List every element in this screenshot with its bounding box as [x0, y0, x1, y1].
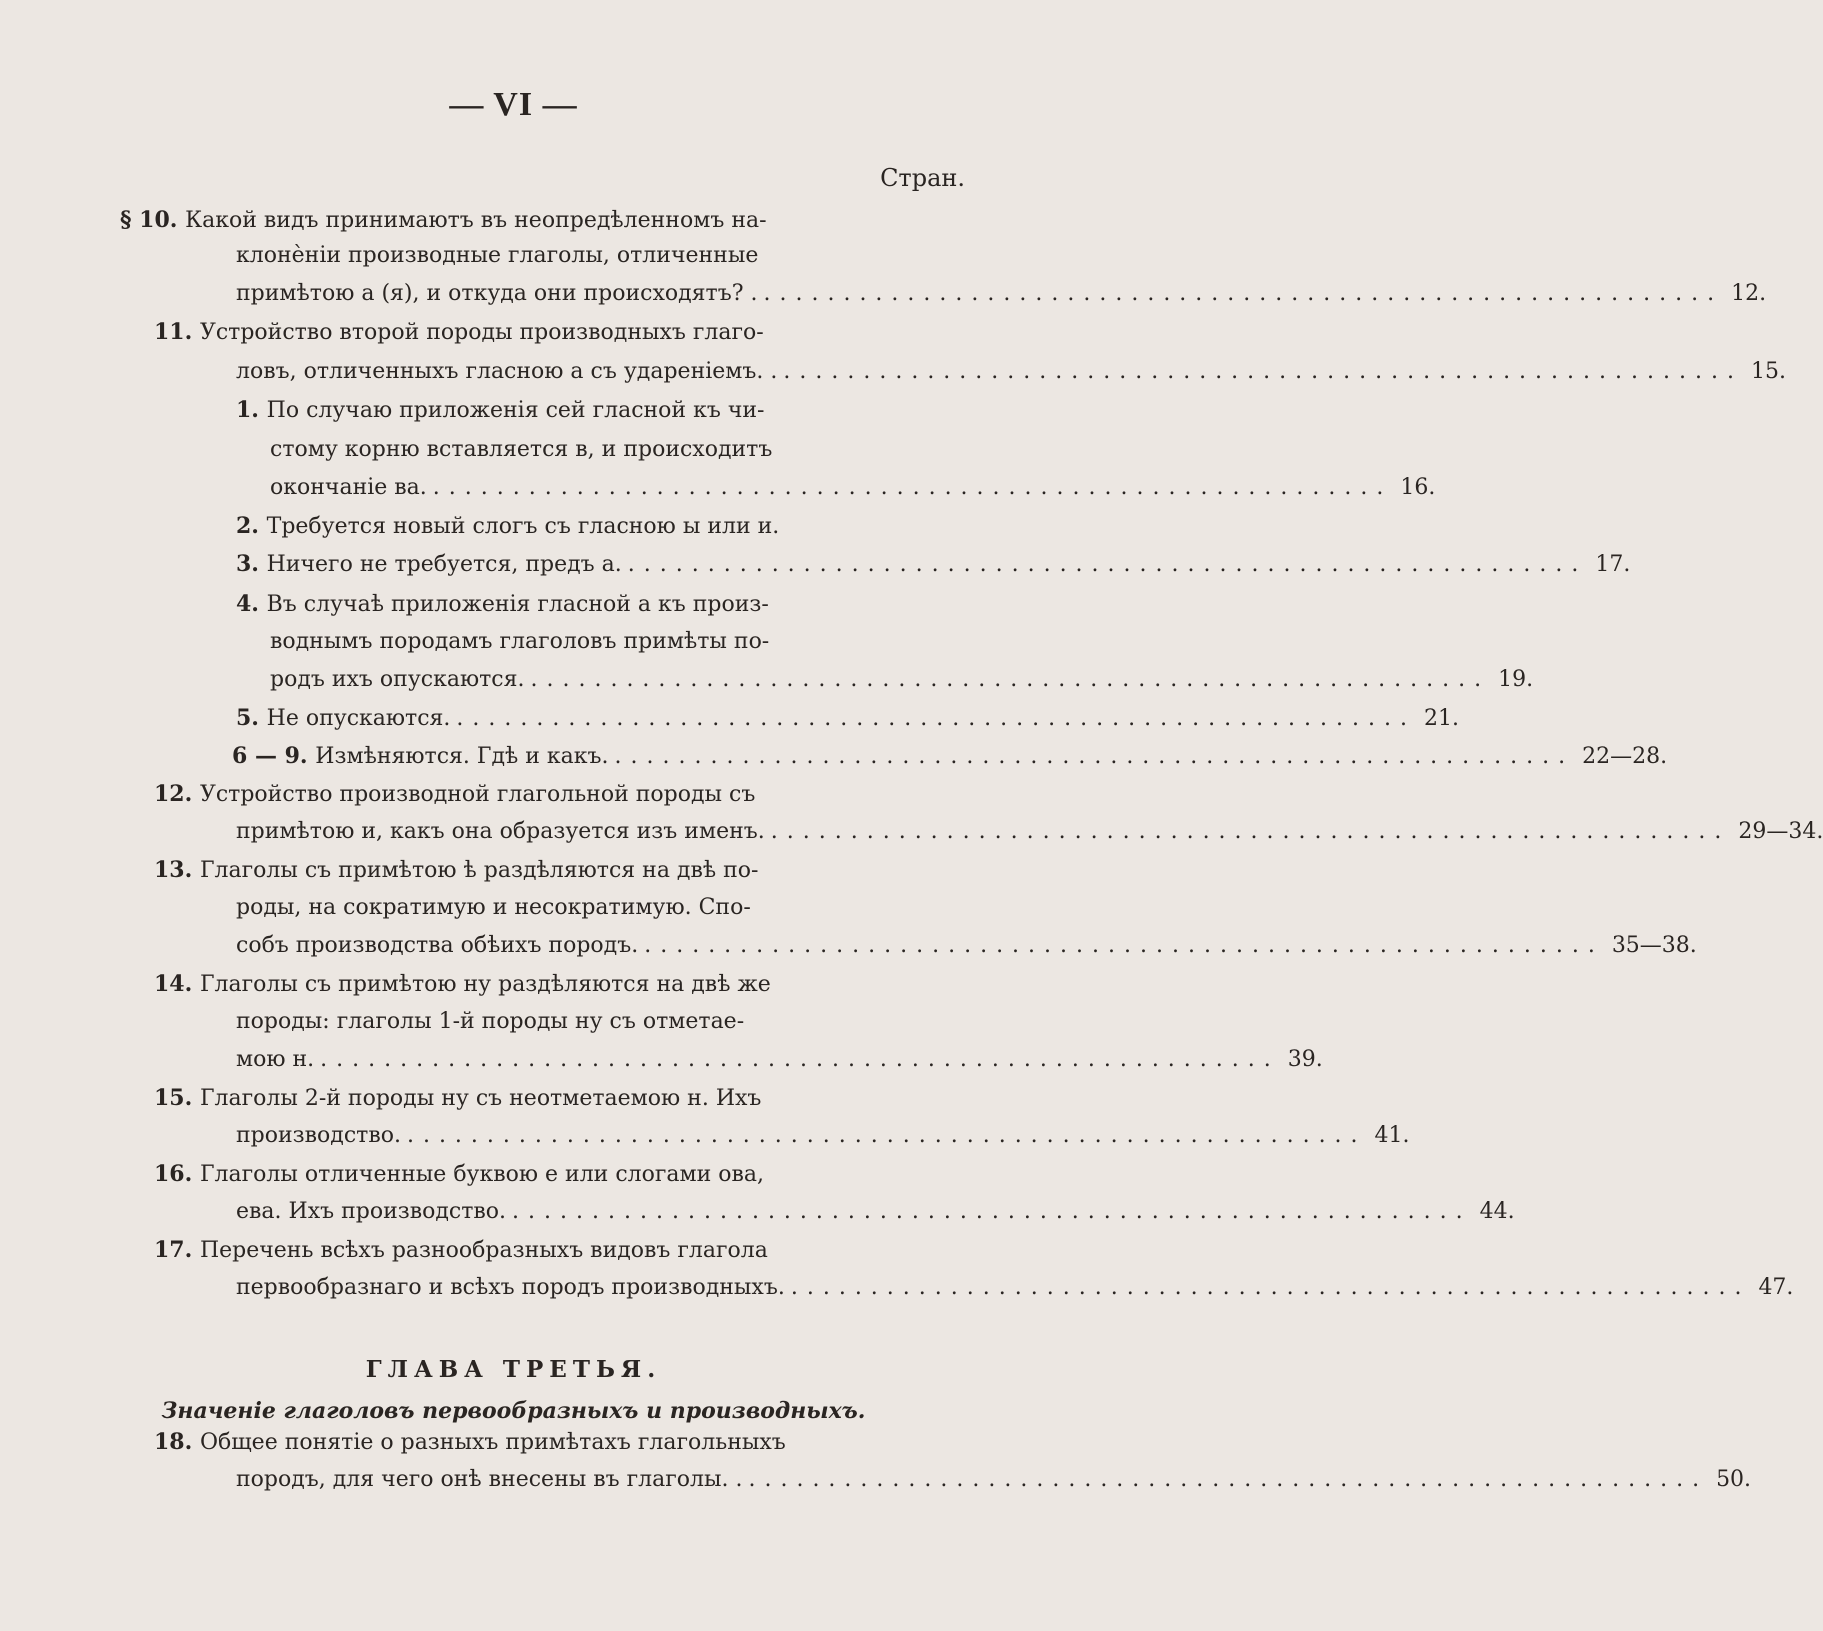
- toc-line: [232, 738, 1668, 774]
- page-column-header: Стран.: [880, 164, 965, 192]
- toc-page-ref: 12.: [1731, 281, 1767, 306]
- toc-entry-text: примѣтою и, какъ она образуется изъ именъ.: [236, 819, 765, 844]
- toc-entry-text: ловъ, отличенныхъ гласною а съ удареніемъ. .: [236, 359, 778, 384]
- toc-line: [236, 814, 1823, 850]
- toc-section-number: 13.: [154, 857, 200, 883]
- toc-leader-dots: ............................................................: [644, 933, 1604, 958]
- toc-entry-text: Устройство производной глагольной породы съ: [199, 782, 756, 807]
- toc-section-number: 12.: [154, 781, 200, 807]
- toc-line: [120, 202, 767, 238]
- toc-section-number: 14.: [154, 971, 200, 997]
- toc-line: [236, 238, 758, 274]
- toc-entry-text: Глаголы съ примѣтою ну раздѣляются на двѣ же: [199, 972, 771, 997]
- toc-entry-text: По случаю приложенія сей гласной къ чи-: [266, 398, 765, 423]
- toc-leader-dots: ............................................................: [790, 1275, 1751, 1300]
- toc-entry-text: породъ, для чего онѣ внесены въ глаголы. .: [236, 1467, 743, 1492]
- toc-line: [236, 1194, 1515, 1230]
- toc-entry-text: производство.: [236, 1123, 401, 1148]
- toc-page-ref: 22—28.: [1582, 744, 1668, 769]
- toc-line: [154, 776, 755, 812]
- toc-leader-dots: ............................................................: [432, 475, 1393, 500]
- toc-entry-text: породы: глаголы 1-й породы ну съ отметае-: [236, 1009, 745, 1034]
- toc-leader-dots: ............................................................: [530, 667, 1491, 692]
- toc-leader-dots: ............................................................: [320, 1047, 1280, 1072]
- toc-section-number: § 10.: [120, 207, 186, 233]
- toc-section-number: 3.: [236, 551, 267, 577]
- toc-section-number: 18.: [154, 1429, 200, 1455]
- toc-page-ref: 39.: [1287, 1047, 1323, 1072]
- toc-section-number: 4.: [236, 591, 267, 617]
- toc-leader-dots: ............................................................: [763, 281, 1724, 306]
- toc-entry-text: Устройство второй породы производныхъ глаго-: [199, 320, 764, 345]
- toc-line: [236, 1118, 1410, 1154]
- toc-entry-text: воднымъ породамъ глаголовъ примѣты по-: [270, 629, 770, 654]
- toc-line: [270, 470, 1436, 506]
- toc-leader-dots: ............................................................: [456, 706, 1416, 731]
- toc-section-number: 6 — 9.: [232, 743, 316, 769]
- toc-line: [270, 432, 772, 468]
- toc-line: [154, 314, 764, 350]
- toc-section-number: 1.: [236, 397, 267, 423]
- toc-page-ref: 50.: [1716, 1467, 1752, 1492]
- toc-line: [154, 1080, 761, 1116]
- toc-line: [236, 928, 1697, 964]
- toc-entry-text: мою н.: [236, 1047, 315, 1072]
- toc-line: [154, 1424, 786, 1460]
- toc-leader-dots: ............................................................: [406, 1123, 1367, 1148]
- toc-entry-text: Общее понятіе о разныхъ примѣтахъ глагольныхъ: [199, 1430, 786, 1455]
- toc-entry-text: собъ производства обѣихъ породъ.: [236, 933, 639, 958]
- toc-line: [236, 508, 779, 544]
- toc-section-number: 5.: [236, 705, 267, 731]
- toc-entry-text: окончаніе ва.: [270, 475, 427, 500]
- toc-leader-dots: ............................................................: [614, 744, 1575, 769]
- toc-line: [270, 662, 1534, 698]
- toc-line: [154, 966, 771, 1002]
- page-number: — VI —: [449, 86, 578, 123]
- toc-page-ref: 21.: [1424, 706, 1459, 731]
- toc-section-number: 16.: [154, 1161, 200, 1187]
- toc-section-number: 15.: [154, 1085, 200, 1111]
- toc-line: [154, 1232, 768, 1268]
- toc-line: [154, 1156, 764, 1192]
- toc-line: [236, 392, 764, 428]
- toc-page-ref: 47.: [1758, 1275, 1794, 1300]
- toc-entry-text: примѣтою а (я), и откуда они происходятъ? .: [236, 281, 758, 306]
- toc-section-number: 11.: [154, 319, 200, 345]
- toc-entry-text: стому корню вставляется в, и происходитъ: [270, 437, 773, 462]
- toc-page-ref: 19.: [1498, 667, 1534, 692]
- toc-page-ref: 17.: [1595, 552, 1631, 577]
- toc-line: [236, 354, 1786, 390]
- toc-line: [236, 546, 1631, 582]
- toc-line: [236, 1004, 744, 1040]
- toc-entry-text: Измѣняются. Гдѣ и какъ.: [315, 744, 609, 769]
- toc-section-number: 2.: [236, 513, 267, 539]
- toc-entry-text: Требуется новый слогъ съ гласною ы или и.: [266, 514, 780, 539]
- toc-line: [236, 1462, 1752, 1498]
- toc-entry-text: Глаголы 2-й породы ну съ неотметаемою н. Ихъ: [199, 1086, 762, 1111]
- chapter-subtitle: Значеніе глаголовъ первообразныхъ и производныхъ.: [161, 1398, 866, 1424]
- toc-page-ref: 35—38.: [1611, 933, 1697, 958]
- toc-entry-text: первообразнаго и всѣхъ породъ производныхъ.: [236, 1275, 785, 1300]
- toc-leader-dots: ............................................................: [770, 819, 1731, 844]
- toc-leader-dots: ............................................................: [748, 1467, 1709, 1492]
- toc-line: [236, 1042, 1323, 1078]
- toc-entry-text: ева. Ихъ производство.: [236, 1199, 507, 1224]
- toc-entry-text: Въ случаѣ приложенія гласной а къ произ-: [266, 592, 769, 617]
- toc-leader-dots: ............................................................: [627, 552, 1588, 577]
- toc-line: [236, 276, 1767, 312]
- toc-line: [270, 624, 769, 660]
- toc-entry-text: Перечень всѣхъ разнообразныхъ видовъ глагола: [199, 1238, 768, 1263]
- toc-page-ref: 29—34.: [1738, 819, 1823, 844]
- toc-entry-text: родъ ихъ опускаются.: [270, 667, 525, 692]
- toc-entry-text: Ничего не требуется, предъ а.: [266, 552, 622, 577]
- toc-line: [236, 586, 769, 622]
- toc-leader-dots: ............................................................: [783, 359, 1743, 384]
- toc-leader-dots: ............................................................: [512, 1199, 1472, 1224]
- toc-line: [236, 890, 751, 926]
- toc-page-ref: 44.: [1479, 1199, 1515, 1224]
- toc-line: [154, 852, 758, 888]
- toc-page-ref: 15.: [1750, 359, 1786, 384]
- toc-page-ref: 16.: [1400, 475, 1436, 500]
- toc-section-number: 17.: [154, 1237, 200, 1263]
- toc-entry-text: роды, на сократимую и несократимую. Спо-: [236, 895, 751, 920]
- toc-entry-text: Не опускаются.: [266, 706, 451, 731]
- toc-line: [236, 700, 1459, 736]
- toc-entry-text: Глаголы отличенные буквою е или слогами ова,: [199, 1162, 765, 1187]
- toc-entry-text: Глаголы съ примѣтою ѣ раздѣляются на двѣ по-: [199, 858, 759, 883]
- chapter-title: ГЛАВА ТРЕТЬЯ.: [365, 1356, 662, 1383]
- toc-entry-text: Какой видъ принимаютъ въ неопредѣленномъ на-: [185, 208, 767, 233]
- toc-entry-text: клонѐніи производные глаголы, отличенные: [236, 243, 759, 268]
- toc-line: [236, 1270, 1794, 1306]
- toc-page-ref: 41.: [1374, 1123, 1410, 1148]
